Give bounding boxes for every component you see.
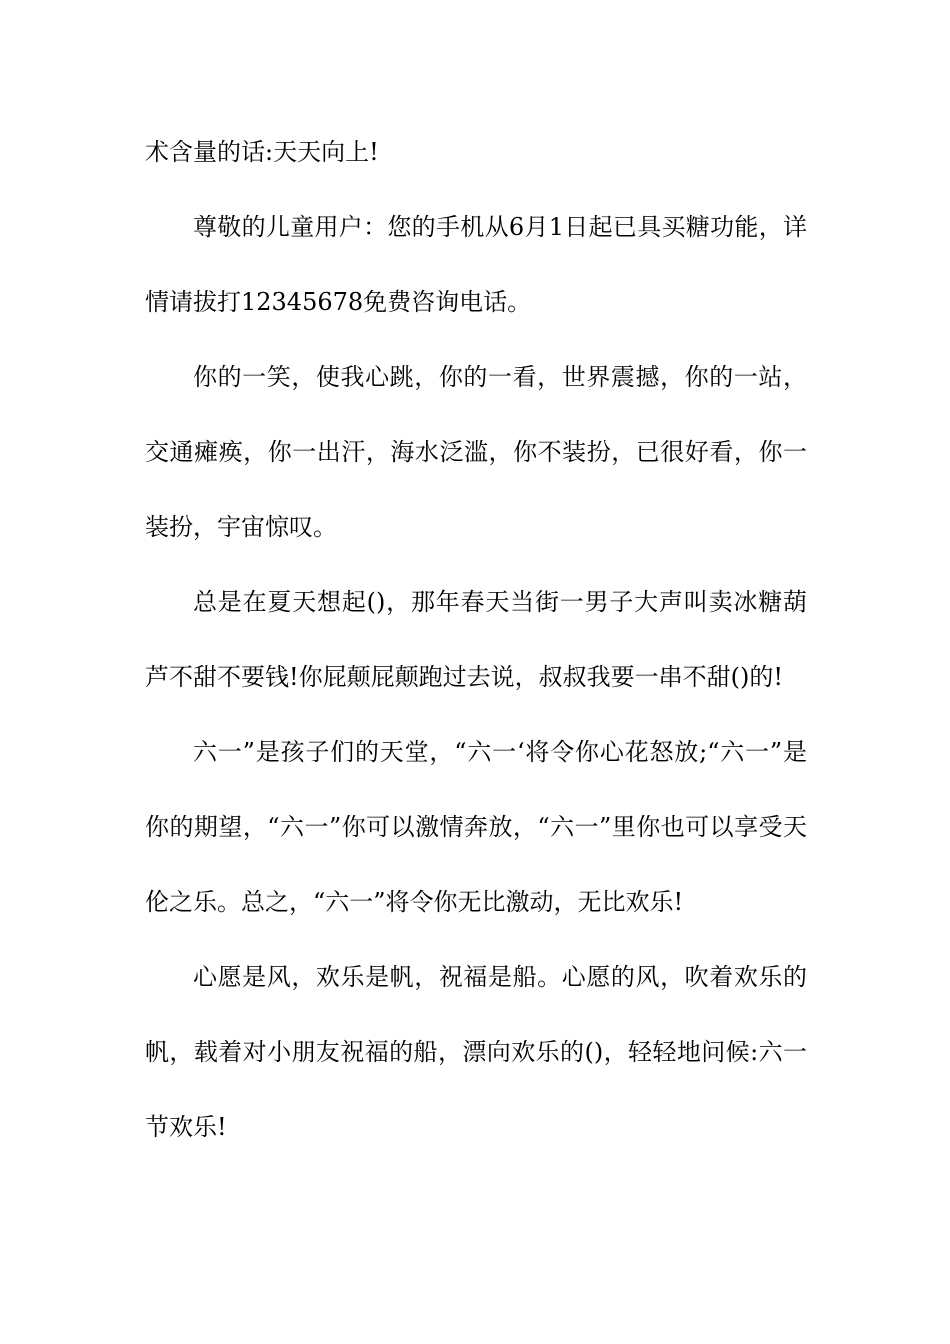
paragraph-1: 术含量的话:天天向上! [145, 138, 379, 166]
paragraph-3: 你的一笑，使我心跳，你的一看，世界震撼，你的一站，交通瘫痪，你一出汗，海水泛滥，你不装扮，已很好看，你一装扮，宇宙惊叹。 [145, 363, 807, 541]
paragraph-5: 六一”是孩子们的天堂，“六一‘将令你心花怒放;“六一”是你的期望，“六一”你可以激情奔放，“六一”里你也可以享受天伦之乐。总之，“六一”将令你无比激动，无比欢乐! [145, 738, 807, 916]
paragraph-2: 尊敬的儿童用户：您的手机从6月1日起已具买糖功能，详情请拔打12345678免费咨询电话。 [145, 213, 807, 316]
document-body [145, 115, 807, 1165]
paragraph-6: 心愿是风，欢乐是帆，祝福是船。心愿的风，吹着欢乐的帆，载着对小朋友祝福的船，漂向欢乐的()，轻轻地问候:六一节欢乐! [145, 963, 807, 1141]
paragraph-4: 总是在夏天想起()，那年春天当街一男子大声叫卖冰糖葫芦不甜不要钱!你屁颠屁颠跑过去说，叔叔我要一串不甜()的! [145, 588, 807, 691]
